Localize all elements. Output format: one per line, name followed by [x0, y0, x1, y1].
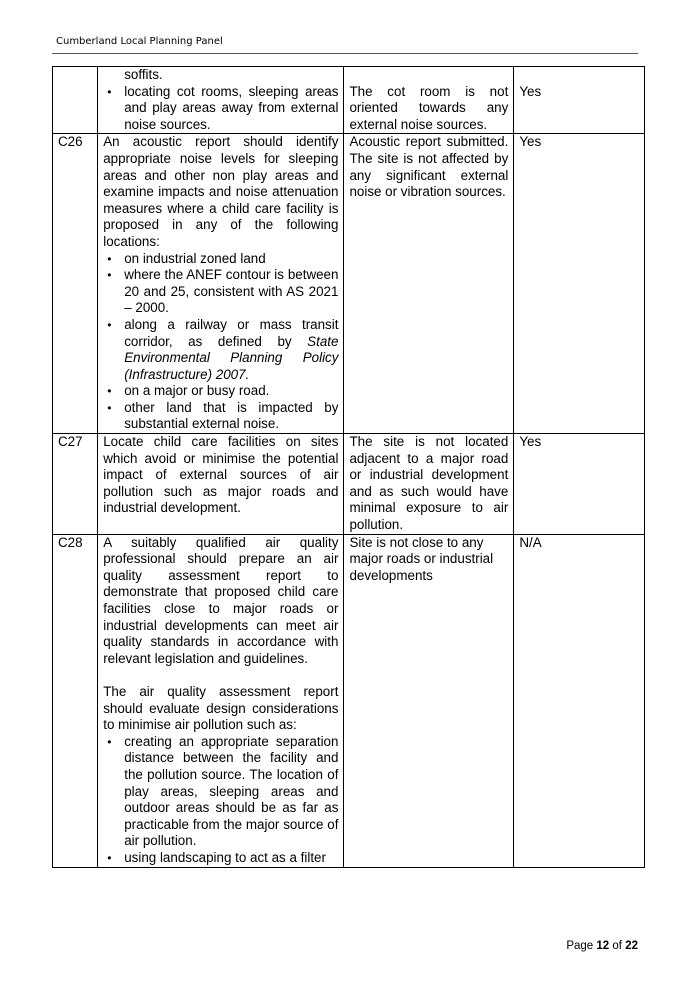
control-cell: Locate child care facilities on sites which avoid or minimise the potential impact of external sources of air pollution such as major roads and industrial development.	[98, 434, 344, 535]
paragraph-spacer	[103, 667, 338, 684]
response-text: The cot room is not oriented towards any external noise sources.	[349, 83, 509, 132]
control-cell	[98, 134, 344, 434]
response-cell	[344, 67, 514, 134]
page-number	[566, 940, 638, 952]
compliance-cell: Yes	[514, 134, 645, 434]
bullet-text: along a railway or mass transit corridor, as defined by	[124, 316, 339, 349]
compliance-value: Yes	[519, 83, 542, 99]
policy-reference: State Environmental Planning Policy (Infrastructure) 2007.	[124, 333, 339, 382]
control-id-cell: C28	[53, 534, 98, 867]
response-cell: Acoustic report submitted. The site is not affected by any significant external noise or vibration sources.	[344, 134, 514, 434]
control-bullets	[103, 734, 338, 867]
control-intro: An acoustic report should identify appropriate noise levels for sleeping areas and other non play areas and examine impacts and noise attenuation measures where a child care facility is proposed in any of the following locations:	[103, 134, 339, 249]
table-row	[53, 134, 645, 434]
table-row	[53, 434, 645, 535]
table-row	[53, 534, 645, 867]
compliance-cell	[514, 67, 645, 134]
control-bullets	[103, 251, 338, 434]
response-cell: Site is not close to any major roads or industrial developments	[344, 534, 514, 867]
response-cell: The site is not located adjacent to a major road or industrial development and as such would have minimal exposure to air pollution.	[344, 434, 514, 535]
list-item: • where the ANEF contour is between 20 and 25, consistent with AS 2021 – 2000.	[103, 267, 338, 317]
list-item: • on a major or busy road.	[103, 383, 338, 400]
control-paragraph: A suitably qualified air quality professional should prepare an air quality assessment report to demonstrate that proposed child care facilities close to major roads or industrial developments can meet air quality standards in accordance with relevant legislation and guidelines.	[103, 534, 339, 666]
control-id-cell: C26	[53, 134, 98, 434]
list-item	[103, 317, 338, 383]
control-cell	[98, 67, 344, 134]
list-item: • locating cot rooms, sleeping areas and play areas away from external noise sources.	[103, 84, 338, 134]
control-cell	[98, 534, 344, 867]
table-row	[53, 67, 645, 134]
list-item: • on industrial zoned land	[103, 251, 338, 268]
total-pages: 22	[625, 940, 638, 952]
list-item: • other land that is impacted by substantial external noise.	[103, 400, 338, 433]
compliance-table	[52, 66, 645, 868]
list-item: • using landscaping to act as a filter	[103, 850, 338, 867]
page-label: Page	[566, 940, 594, 952]
header-divider	[52, 53, 638, 54]
control-paragraph: The air quality assessment report should evaluate design considerations to minimise air pollution such as:	[103, 683, 339, 733]
list-item: soffits.	[124, 67, 163, 82]
compliance-cell: Yes	[514, 434, 645, 535]
of-label: of	[612, 940, 622, 952]
document-header-title: Cumberland Local Planning Panel	[56, 36, 223, 47]
control-bullets	[103, 67, 338, 133]
control-id-cell	[53, 67, 98, 134]
current-page: 12	[596, 940, 610, 952]
list-item: • creating an appropriate separation distance between the facility and the pollution source. The location of play areas, sleeping areas and outdoor areas should be as far as practicable from the major source of air pollution.	[103, 734, 338, 850]
control-id-cell: C27	[53, 434, 98, 535]
compliance-cell: N/A	[514, 534, 645, 867]
